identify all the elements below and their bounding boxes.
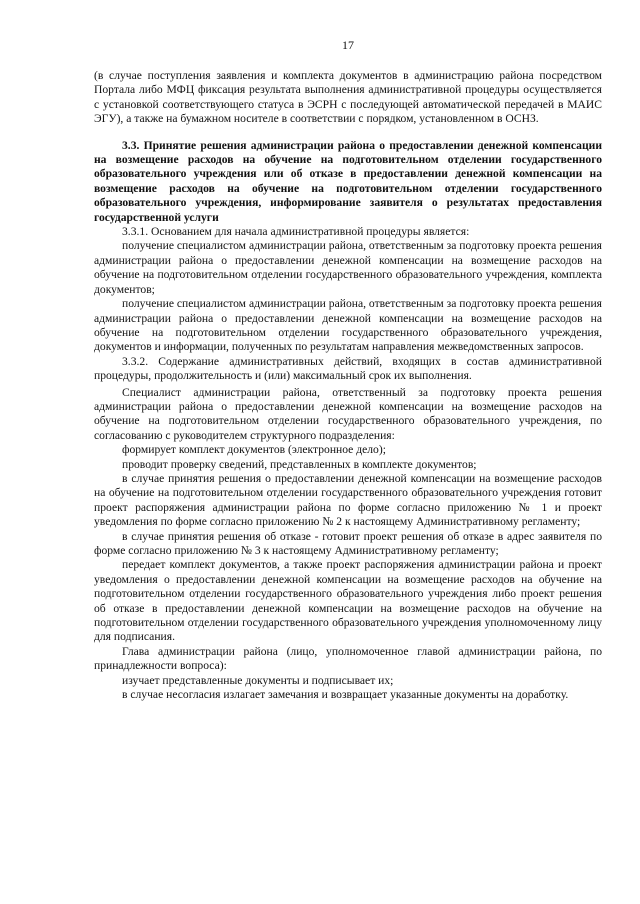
- list-item-signs-documents: изучает представленные документы и подписывает их;: [122, 673, 394, 687]
- paragraph-status-fixation: (в случае поступления заявления и комплекта документов в администрацию района посредством Портала либо МФЦ фиксация результата выполнения административной процедуры осуществляется с установкой соответствующего статуса в ЭСРН с последующей автоматической передачей в МАИС ЭГУ), а также на бумажном носителе в соответствии с порядком, установленном в ОСНЗ.: [94, 69, 602, 126]
- paragraph-3-3-2: 3.3.2. Содержание административных действий, входящих в состав административной процедуры, продолжительность и (или) максимальный срок их выполнения.: [94, 354, 602, 383]
- list-item-returns-documents: в случае несогласия излагает замечания и возвращает указанные документы на доработку.: [122, 688, 569, 702]
- paragraph-3-3-1: 3.3.1. Основанием для начала административной процедуры является:: [122, 225, 470, 239]
- list-item-decision-refusal: в случае принятия решения об отказе - готовит проект решения об отказе в адрес заявителя по форме согласно приложению № 3 к настоящему Административному регламенту;: [94, 529, 602, 557]
- list-item-decision-grant: в случае принятия решения о предоставлении денежной компенсации на возмещение расходов на обучение на подготовительном отделении государственного образовательного учреждения готовит проект распоряжения администрации района по форме согласно приложению № 1 и проект уведомления по форме согласно приложению № 2 к настоящему Административному регламенту;: [94, 471, 602, 529]
- list-item-checks-info: проводит проверку сведений, представленных в комплекте документов;: [122, 457, 477, 471]
- page-number: 17: [342, 38, 354, 52]
- paragraph-basis-interagency: получение специалистом администрации района, ответственным за подготовку проекта решения администрации района о предоставлении денежной компенсации на возмещение расходов на обучение на подготовительном отделении государственного образовательного учреждения, документов и информации, полученных по результатам направления межведомственных запросов.: [94, 297, 602, 354]
- section-heading-3-3: 3.3. Принятие решения администрации района о предоставлении денежной компенсации на возмещение расходов на обучение на подготовительном отделении государственного образовательного учреждения или об отказе в предоставлении денежной компенсации на возмещение расходов на обучение на подготовительном отделении государственного образовательного учреждения, информирование заявителя о результатах предоставления государственной услуги: [94, 138, 602, 224]
- paragraph-head-of-administration: Глава администрации района (лицо, уполномоченное главой администрации района, по принадлежности вопроса):: [94, 644, 602, 673]
- list-item-forms-set: формирует комплект документов (электронное дело);: [122, 443, 386, 457]
- paragraph-specialist: Специалист администрации района, ответственный за подготовку проекта решения администрации района о предоставлении денежной компенсации на возмещение расходов на обучение на подготовительном отделении государственного образовательного учреждения, по согласованию с руководителем структурного подразделения:: [94, 385, 602, 442]
- paragraph-basis-documents-set: получение специалистом администрации района, ответственным за подготовку проекта решения администрации района о предоставлении денежной компенсации на возмещение расходов на обучение на подготовительном отделении государственного образовательного учреждения, комплекта документов;: [94, 239, 602, 296]
- list-item-transfers-documents: передает комплект документов, а также проект распоряжения администрации района и проект уведомления о предоставлении денежной компенсации на возмещение расходов на обучение на подготовительном отделении государственного образовательного учреждения либо проект решения об отказе в предоставлении денежной компенсации на возмещение расходов на обучение на подготовительном отделении государственного образовательного учреждения уполномоченному лицу для подписания.: [94, 558, 602, 644]
